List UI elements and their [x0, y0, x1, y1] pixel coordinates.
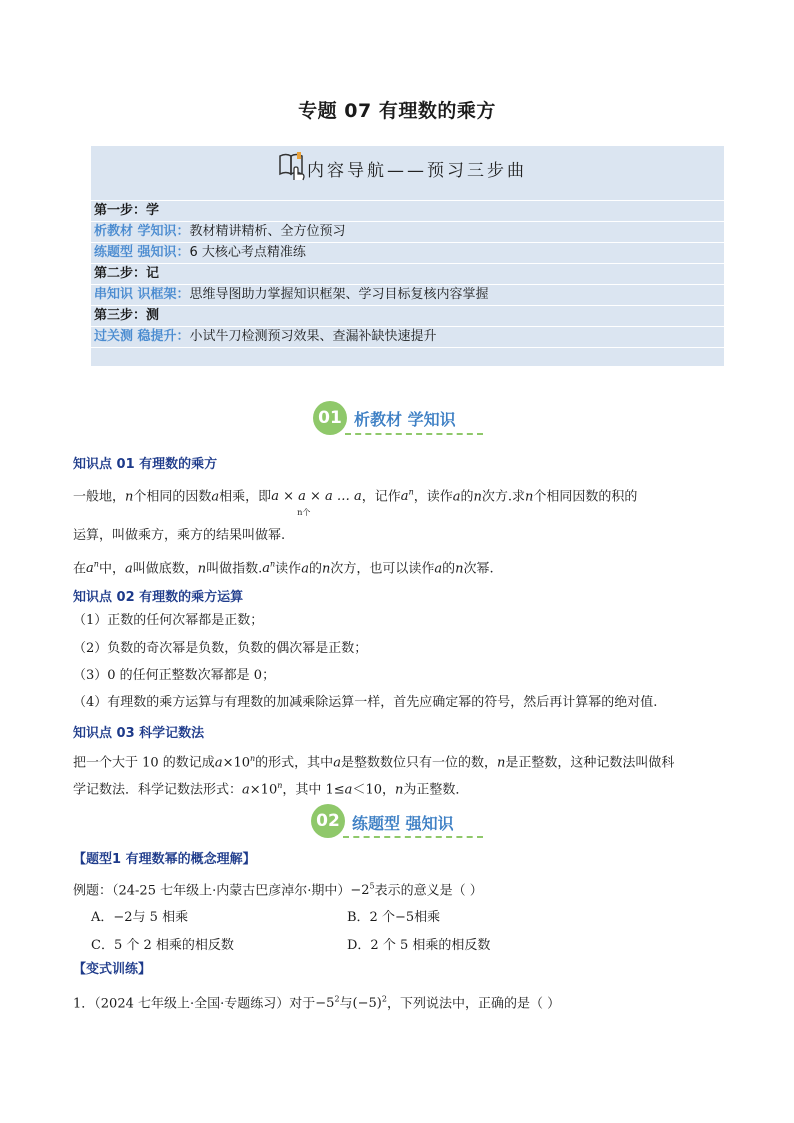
variant-training-heading: 【变式训练】 [73, 962, 152, 977]
option-d[interactable]: D．2 个 5 相乘的相反数 [347, 938, 491, 953]
kp1-line2: 运算，叫做乘方，乘方的结果叫做幂. [73, 528, 286, 543]
text: 的 [460, 489, 474, 505]
text: 为正整数． [403, 782, 469, 798]
knowledge-point-02-title: 知识点 02 有理数的乘方运算 [73, 590, 244, 605]
nav-row-empty [91, 347, 724, 368]
nav-row-label: 第二步：记 [94, 266, 160, 281]
text: ，下列说法中，正确的是（ ） [386, 996, 561, 1012]
nav-row-step1 [91, 200, 724, 221]
question-1 [73, 991, 560, 1013]
nav-row-label: 第一步：学 [94, 203, 160, 218]
text: 是正整数，这种记数法叫做科 [505, 755, 675, 771]
text: 次方.求 [481, 489, 526, 505]
section-underline [345, 433, 483, 435]
text: 读作 [275, 561, 302, 577]
product-expression [271, 489, 362, 518]
kp2-item-2: （2）负数的奇次幂是负数，负数的偶次幂是正数； [73, 641, 368, 656]
kp1-line1: 一般地，n个相同的因数a相乘，即a × a × a … a n个 ，记作$a^n$，读作a的n次方.求n个相同因数的积的 [73, 484, 637, 506]
book-hand-icon [277, 150, 307, 182]
nav-row-test [91, 326, 724, 347]
option-b[interactable]: B．2 个−5相乘 [347, 910, 441, 925]
math-expression: $(-5)^2$ [352, 995, 387, 1012]
nav-row-label: 过关测 稳提升： [94, 329, 190, 344]
text: 在 [73, 561, 87, 577]
nav-row-text: 小试牛刀检测预习效果、查漏补缺快速提升 [189, 329, 437, 344]
option-a[interactable]: A．−2与 5 相乘 [91, 910, 189, 925]
kp3-line2: 学记数法．科学记数法形式：$a\times 10^n$，其中 1≤a＜10，n为正整数． [73, 781, 469, 798]
nav-row-label: 练题型 强知识： [94, 245, 190, 260]
math-expression: $-2^5$ [350, 882, 375, 899]
text: 一般地， [73, 489, 126, 505]
text: ，记作 [361, 489, 401, 505]
content-nav-header [91, 146, 724, 198]
page-title: 专题 07 有理数的乘方 [298, 100, 496, 122]
text: 1．（2024 七年级上·全国·专题练习）对于 [73, 996, 316, 1012]
text: 把一个大于 10 的数记成 [73, 755, 215, 771]
text: 的形式，其中 [255, 755, 334, 771]
text: 的 [308, 561, 322, 577]
nav-row-label: 串知识 识框架： [94, 287, 190, 302]
text: 叫做指数. [206, 561, 263, 577]
text: 叫做底数， [132, 561, 198, 577]
nav-row-framework [91, 284, 724, 305]
nav-row-step2 [91, 263, 724, 284]
nav-row-text: 教材精讲精析、全方位预习 [189, 224, 346, 239]
example-question [73, 878, 483, 900]
kp2-item-4: （4）有理数的乘方运算与有理数的加减乘除运算一样，首先应确定幂的符号，然后再计算幂的绝对值. [73, 695, 658, 710]
text: ，读作 [413, 489, 453, 505]
content-nav-heading: 内容导航——预习三步曲 [307, 161, 527, 181]
text: 个相同因数的积的 [533, 489, 638, 505]
nav-row-label: 析教材 学知识： [94, 224, 190, 239]
text: a × a × a … a [271, 489, 362, 505]
text: 个相同的因数 [133, 489, 212, 505]
section-badge-02: 02 [311, 804, 345, 838]
nav-row-learn [91, 221, 724, 242]
nav-row-text: 思维导图助力掌握知识框架、学习目标复核内容掌握 [189, 287, 489, 302]
text: 次幂. [463, 561, 494, 577]
kp2-item-3: （3）0 的任何正整数次幂都是 0； [73, 668, 276, 683]
text: 表示的意义是（ ） [374, 883, 483, 899]
text: 相乘，即 [219, 489, 272, 505]
text: 中， [98, 561, 125, 577]
type-1-heading: 【题型1 有理数幂的概念理解】 [73, 852, 256, 867]
kp1-line3: 在$a^n$中，a叫做底数，n叫做指数$.a^n$读作a的n次方，也可以读作a的n次幂. [73, 560, 494, 577]
section-title-01: 析教材 学知识 [354, 410, 456, 429]
text: 次方，也可以读作 [330, 561, 435, 577]
math-expression: $-5^2$ [315, 995, 340, 1012]
section-badge-01: 01 [313, 401, 347, 435]
underbrace-label: n个 [297, 508, 311, 518]
nav-row-text: 6 大核心考点精准练 [189, 245, 306, 260]
nav-row-step3 [91, 305, 724, 326]
nav-row-practice [91, 242, 724, 263]
section-underline [343, 836, 483, 838]
text: 的 [442, 561, 456, 577]
section-title-02: 练题型 强知识 [352, 814, 454, 833]
option-c[interactable]: C．5 个 2 相乘的相反数 [91, 938, 234, 953]
text: 是整数数位只有一位的数， [340, 755, 497, 771]
text: ，其中 1≤ [282, 782, 345, 798]
text: 例题：（24-25 七年级上·内蒙古巴彦淖尔·期中） [73, 883, 351, 899]
kp3-line1: 把一个大于 10 的数记成$a\times 10^n$的形式，其中a是整数数位只有一位的数，n是正整数，这种记数法叫做科 [73, 754, 675, 771]
kp2-item-1: （1）正数的任何次幂都是正数； [73, 613, 264, 628]
knowledge-point-01-title: 知识点 01 有理数的乘方 [73, 457, 218, 472]
text: ＜10， [352, 782, 395, 798]
text: 与 [339, 996, 353, 1012]
nav-row-label: 第三步：测 [94, 308, 160, 323]
knowledge-point-03-title: 知识点 03 科学记数法 [73, 726, 205, 741]
text: 学记数法．科学记数法形式： [73, 782, 243, 798]
